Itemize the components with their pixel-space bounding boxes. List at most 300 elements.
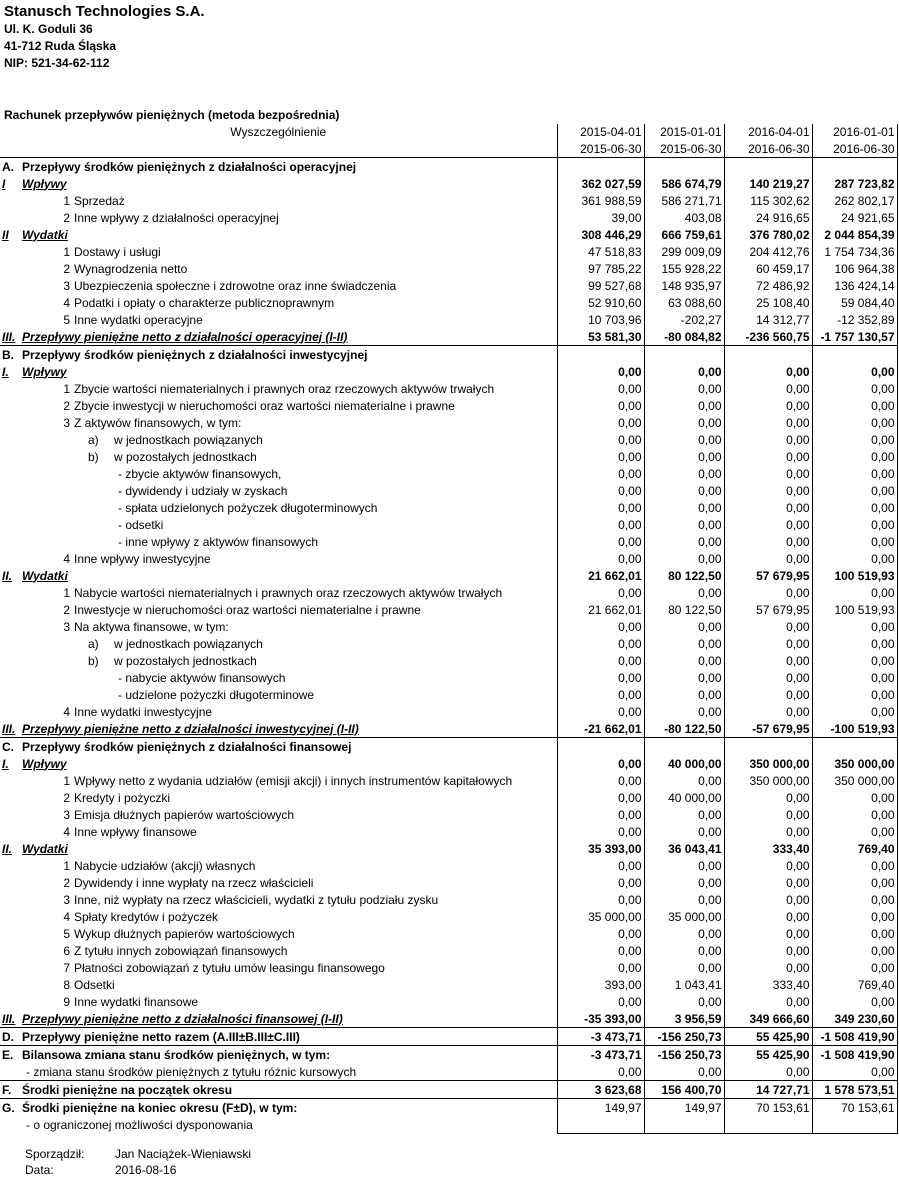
- value-cell: 0,00: [644, 584, 724, 601]
- row-label-cell: [0, 669, 557, 686]
- value-cell: 0,00: [557, 772, 644, 789]
- row-mark: III.: [2, 721, 16, 736]
- value-cell: 0,00: [557, 516, 644, 533]
- row-label-cell: [0, 857, 557, 874]
- value-cell: 0,00: [812, 908, 897, 925]
- value-cell: 0,00: [644, 857, 724, 874]
- table-row: [0, 772, 897, 789]
- value-cell: 1 578 573,51: [812, 1081, 897, 1099]
- value-cell: -1 508 419,90: [812, 1046, 897, 1064]
- row-label-cell: [0, 823, 557, 840]
- value-cell: 0,00: [812, 891, 897, 908]
- row-label: Przepływy pieniężne netto z działalności finansowej (I-II): [22, 1011, 343, 1026]
- row-label-cell: [0, 1063, 557, 1081]
- value-cell: 0,00: [724, 465, 812, 482]
- value-cell: 0,00: [644, 482, 724, 499]
- table-row: [0, 516, 897, 533]
- value-cell: 55 425,90: [724, 1046, 812, 1064]
- row-mark: I: [2, 176, 6, 191]
- value-cell: 0,00: [812, 380, 897, 397]
- row-mark: I.: [2, 756, 9, 771]
- value-cell: 0,00: [644, 516, 724, 533]
- value-cell: 0,00: [812, 1063, 897, 1081]
- value-cell: -3 473,71: [557, 1046, 644, 1064]
- row-mark: 2: [63, 790, 70, 805]
- table-row: [0, 346, 897, 364]
- value-cell: 0,00: [812, 414, 897, 431]
- value-cell: 149,97: [644, 1099, 724, 1117]
- row-label-cell: [0, 243, 557, 260]
- row-label-cell: [0, 840, 557, 857]
- row-label: Wynagrodzenia netto: [74, 261, 188, 276]
- value-cell: [812, 158, 897, 176]
- value-cell: 0,00: [557, 806, 644, 823]
- value-cell: 0,00: [644, 652, 724, 669]
- row-mark: F.: [2, 1082, 12, 1097]
- row-mark: E.: [2, 1047, 14, 1062]
- value-cell: 0,00: [724, 431, 812, 448]
- table-row: [0, 652, 897, 669]
- value-cell: 148 935,97: [644, 277, 724, 294]
- row-mark: 4: [63, 295, 70, 310]
- row-label-cell: [0, 976, 557, 993]
- value-cell: 40 000,00: [644, 755, 724, 772]
- value-cell: 0,00: [644, 363, 724, 380]
- row-mark: C.: [2, 739, 14, 754]
- value-cell: [557, 158, 644, 176]
- value-cell: 35 393,00: [557, 840, 644, 857]
- value-cell: 0,00: [812, 993, 897, 1010]
- date-label: Data:: [25, 1163, 54, 1177]
- value-cell: 0,00: [812, 823, 897, 840]
- value-cell: 666 759,61: [644, 226, 724, 243]
- value-cell: 0,00: [557, 635, 644, 652]
- row-label-cell: [0, 175, 557, 192]
- value-cell: 156 400,70: [644, 1081, 724, 1099]
- row-label-cell: [0, 380, 557, 397]
- period-from: 2016-01-01: [812, 124, 897, 140]
- row-label: Inwestycje w nieruchomości oraz wartości niematerialne i prawne: [74, 602, 421, 617]
- value-cell: 10 703,96: [557, 311, 644, 328]
- value-cell: 0,00: [724, 925, 812, 942]
- cash-flow-table: [0, 124, 898, 1134]
- row-label: Odsetki: [74, 977, 115, 992]
- row-label-cell: [0, 874, 557, 891]
- value-cell: 0,00: [812, 550, 897, 567]
- row-label-cell: [0, 397, 557, 414]
- value-cell: 0,00: [557, 1063, 644, 1081]
- row-mark: A.: [2, 159, 14, 174]
- value-cell: 0,00: [644, 925, 724, 942]
- row-label: Wpływy: [22, 756, 67, 771]
- table-row: [0, 840, 897, 857]
- value-cell: 149,97: [557, 1099, 644, 1117]
- table-header-row: [0, 124, 897, 140]
- table-row: [0, 1010, 897, 1028]
- value-cell: 21 662,01: [557, 567, 644, 584]
- value-cell: 0,00: [812, 363, 897, 380]
- value-cell: 0,00: [644, 635, 724, 652]
- row-label-cell: [0, 1099, 557, 1117]
- value-cell: 0,00: [644, 891, 724, 908]
- value-cell: -100 519,93: [812, 720, 897, 738]
- value-cell: 0,00: [644, 414, 724, 431]
- row-label: Bilansowa zmiana stanu środków pieniężnych, w tym:: [22, 1047, 331, 1062]
- value-cell: 0,00: [644, 431, 724, 448]
- value-cell: [557, 738, 644, 756]
- row-mark: 1: [63, 244, 70, 259]
- value-cell: 0,00: [557, 686, 644, 703]
- row-label-cell: [0, 959, 557, 976]
- row-label: - o ograniczonej możliwości dysponowania: [26, 1117, 253, 1132]
- value-cell: [724, 738, 812, 756]
- value-cell: 35 000,00: [557, 908, 644, 925]
- value-cell: 0,00: [724, 618, 812, 635]
- value-cell: [724, 1116, 812, 1134]
- value-cell: 349 666,60: [724, 1010, 812, 1028]
- value-cell: 0,00: [557, 857, 644, 874]
- period-from: 2015-01-01: [644, 124, 724, 140]
- value-cell: 0,00: [724, 823, 812, 840]
- value-cell: 0,00: [644, 806, 724, 823]
- row-mark: 3: [63, 619, 70, 634]
- value-cell: 0,00: [557, 584, 644, 601]
- company-nip: NIP: 521-34-62-112: [4, 56, 110, 70]
- row-mark: G.: [2, 1100, 15, 1115]
- row-mark: 9: [63, 994, 70, 1009]
- row-label: w pozostałych jednostkach: [114, 653, 257, 668]
- table-header-row: [0, 140, 897, 158]
- row-label-cell: [0, 925, 557, 942]
- value-cell: -202,27: [644, 311, 724, 328]
- value-cell: -35 393,00: [557, 1010, 644, 1028]
- row-label: w jednostkach powiązanych: [114, 432, 263, 447]
- row-label: - nabycie aktywów finansowych: [118, 670, 286, 685]
- value-cell: 0,00: [724, 499, 812, 516]
- table-row: [0, 925, 897, 942]
- value-cell: 0,00: [812, 789, 897, 806]
- table-row: [0, 533, 897, 550]
- row-mark: 2: [63, 398, 70, 413]
- value-cell: 24 916,65: [724, 209, 812, 226]
- row-label: Inne wydatki finansowe: [74, 994, 199, 1009]
- row-mark: a): [88, 636, 99, 651]
- value-cell: 0,00: [557, 618, 644, 635]
- table-row: [0, 209, 897, 226]
- row-label: Nabycie wartości niematerialnych i prawnych oraz rzeczowych aktywów trwałych: [74, 585, 503, 600]
- value-cell: -80 084,82: [644, 328, 724, 346]
- value-cell: 0,00: [557, 874, 644, 891]
- row-label-cell: [0, 772, 557, 789]
- row-mark: 5: [63, 312, 70, 327]
- table-row: [0, 823, 897, 840]
- table-row: [0, 738, 897, 756]
- value-cell: 0,00: [812, 618, 897, 635]
- table-row: [0, 720, 897, 738]
- value-cell: 287 723,82: [812, 175, 897, 192]
- row-label-cell: [0, 209, 557, 226]
- row-label: Zbycie wartości niematerialnych i prawnych oraz rzeczowych aktywów trwałych: [74, 381, 495, 396]
- row-label-cell: [0, 158, 557, 176]
- row-mark: III.: [2, 1011, 16, 1026]
- table-row: [0, 192, 897, 209]
- value-cell: 0,00: [557, 959, 644, 976]
- value-cell: [724, 158, 812, 176]
- value-cell: 136 424,14: [812, 277, 897, 294]
- row-label-cell: [0, 328, 557, 346]
- prepared-by-value: Jan Naciążek-Wieniawski: [115, 1147, 252, 1161]
- table-row: [0, 789, 897, 806]
- row-label-cell: [0, 277, 557, 294]
- value-cell: -1 508 419,90: [812, 1028, 897, 1046]
- row-label: Z aktywów finansowych, w tym:: [74, 415, 242, 430]
- row-label-cell: [0, 755, 557, 772]
- row-label: Środki pieniężne na początek okresu: [22, 1082, 233, 1097]
- value-cell: -3 473,71: [557, 1028, 644, 1046]
- value-cell: 0,00: [812, 942, 897, 959]
- row-label-cell: [0, 618, 557, 635]
- value-cell: 204 412,76: [724, 243, 812, 260]
- value-cell: 0,00: [644, 533, 724, 550]
- row-label: w jednostkach powiązanych: [114, 636, 263, 651]
- value-cell: 57 679,95: [724, 601, 812, 618]
- value-cell: 0,00: [644, 959, 724, 976]
- value-cell: 0,00: [557, 414, 644, 431]
- row-label: - udzielone pożyczki długoterminowe: [118, 687, 315, 702]
- value-cell: 106 964,38: [812, 260, 897, 277]
- company-name: Stanusch Technologies S.A.: [4, 3, 205, 20]
- value-cell: 393,00: [557, 976, 644, 993]
- value-cell: 362 027,59: [557, 175, 644, 192]
- row-mark: 2: [63, 261, 70, 276]
- value-cell: 350 000,00: [724, 772, 812, 789]
- row-mark: b): [88, 653, 99, 668]
- value-cell: 97 785,22: [557, 260, 644, 277]
- row-mark: 5: [63, 926, 70, 941]
- value-cell: 349 230,60: [812, 1010, 897, 1028]
- value-cell: 0,00: [724, 635, 812, 652]
- value-cell: 0,00: [557, 703, 644, 720]
- value-cell: 0,00: [812, 516, 897, 533]
- value-cell: 36 043,41: [644, 840, 724, 857]
- value-cell: 299 009,09: [644, 243, 724, 260]
- date-value: 2016-08-16: [115, 1163, 177, 1177]
- row-mark: 4: [63, 704, 70, 719]
- row-label-cell: [0, 652, 557, 669]
- company-address-street: Ul. K. Goduli 36: [4, 22, 93, 36]
- row-label-cell: [0, 431, 557, 448]
- value-cell: 57 679,95: [724, 567, 812, 584]
- row-mark: 1: [63, 773, 70, 788]
- value-cell: 0,00: [724, 516, 812, 533]
- value-cell: 0,00: [724, 669, 812, 686]
- value-cell: 0,00: [557, 363, 644, 380]
- value-cell: 0,00: [724, 806, 812, 823]
- value-cell: 0,00: [724, 533, 812, 550]
- value-cell: 0,00: [644, 499, 724, 516]
- value-cell: 47 518,83: [557, 243, 644, 260]
- row-label-cell: [0, 1116, 557, 1134]
- table-row: [0, 959, 897, 976]
- value-cell: 0,00: [557, 380, 644, 397]
- value-cell: 0,00: [724, 857, 812, 874]
- row-label: w pozostałych jednostkach: [114, 449, 257, 464]
- value-cell: 0,00: [812, 652, 897, 669]
- value-cell: 0,00: [724, 397, 812, 414]
- table-row: [0, 908, 897, 925]
- table-row: [0, 755, 897, 772]
- row-label-cell: [0, 448, 557, 465]
- table-row: [0, 277, 897, 294]
- value-cell: 0,00: [557, 925, 644, 942]
- value-cell: 0,00: [557, 482, 644, 499]
- table-row: [0, 414, 897, 431]
- value-cell: 350 000,00: [724, 755, 812, 772]
- value-cell: 3 623,68: [557, 1081, 644, 1099]
- table-row: [0, 380, 897, 397]
- value-cell: 308 446,29: [557, 226, 644, 243]
- row-label: - zmiana stanu środków pieniężnych z tytułu różnic kursowych: [26, 1064, 357, 1079]
- value-cell: 24 921,65: [812, 209, 897, 226]
- value-cell: 0,00: [644, 874, 724, 891]
- value-cell: 39,00: [557, 209, 644, 226]
- table-row: [0, 1099, 897, 1117]
- row-label-cell: [0, 482, 557, 499]
- row-label: Inne wpływy z działalności operacyjnej: [74, 210, 279, 225]
- value-cell: 0,00: [812, 397, 897, 414]
- row-label-cell: [0, 550, 557, 567]
- row-label: Przepływy pieniężne netto z działalności operacyjnej (I-II): [22, 329, 348, 344]
- row-mark: 3: [63, 807, 70, 822]
- row-label: Przepływy środków pieniężnych z działalności finansowej: [22, 739, 352, 754]
- value-cell: 0,00: [557, 942, 644, 959]
- value-cell: 0,00: [812, 482, 897, 499]
- table-row: [0, 448, 897, 465]
- row-label-cell: [0, 533, 557, 550]
- value-cell: 53 581,30: [557, 328, 644, 346]
- row-label: Kredyty i pożyczki: [74, 790, 171, 805]
- value-cell: -1 757 130,57: [812, 328, 897, 346]
- row-mark: 3: [63, 278, 70, 293]
- row-mark: 2: [63, 210, 70, 225]
- row-label-cell: [0, 1046, 557, 1064]
- row-label: Inne wpływy finansowe: [74, 824, 197, 839]
- row-mark: 4: [63, 909, 70, 924]
- value-cell: 3 956,59: [644, 1010, 724, 1028]
- table-row: [0, 1081, 897, 1099]
- value-cell: 0,00: [724, 789, 812, 806]
- row-label-cell: [0, 567, 557, 584]
- period-to: 2015-06-30: [644, 140, 724, 158]
- row-label-cell: [0, 465, 557, 482]
- row-mark: D.: [2, 1029, 14, 1044]
- value-cell: [644, 158, 724, 176]
- table-row: [0, 243, 897, 260]
- value-cell: 1 043,41: [644, 976, 724, 993]
- table-row: [0, 635, 897, 652]
- row-label: Wykup dłużnych papierów wartościowych: [74, 926, 295, 941]
- table-row: [0, 703, 897, 720]
- row-label: - spłata udzielonych pożyczek długoterminowych: [118, 500, 378, 515]
- table-row: [0, 465, 897, 482]
- value-cell: 0,00: [812, 533, 897, 550]
- row-label: Środki pieniężne na koniec okresu (F±D), w tym:: [22, 1100, 298, 1115]
- row-label-cell: [0, 686, 557, 703]
- period-to: 2016-06-30: [724, 140, 812, 158]
- row-mark: 1: [63, 381, 70, 396]
- table-row: [0, 311, 897, 328]
- value-cell: 0,00: [812, 448, 897, 465]
- value-cell: 0,00: [644, 772, 724, 789]
- value-cell: 0,00: [644, 465, 724, 482]
- value-cell: 63 088,60: [644, 294, 724, 311]
- value-cell: 0,00: [724, 584, 812, 601]
- row-label: Dostawy i usługi: [74, 244, 161, 259]
- value-cell: 586 674,79: [644, 175, 724, 192]
- row-mark: 1: [63, 858, 70, 873]
- value-cell: -80 122,50: [644, 720, 724, 738]
- row-label: Inne, niż wypłaty na rzecz właścicieli, wydatki z tytułu podziału zysku: [74, 892, 439, 907]
- value-cell: 0,00: [812, 959, 897, 976]
- row-label-cell: [0, 346, 557, 364]
- row-mark: 4: [63, 551, 70, 566]
- value-cell: 350 000,00: [812, 755, 897, 772]
- row-label: Wydatki: [22, 568, 68, 583]
- value-cell: 0,00: [812, 857, 897, 874]
- value-cell: 0,00: [724, 448, 812, 465]
- row-label: Wpływy: [22, 176, 67, 191]
- table-row: [0, 499, 897, 516]
- value-cell: 52 910,60: [557, 294, 644, 311]
- value-cell: [644, 346, 724, 364]
- value-cell: 0,00: [812, 925, 897, 942]
- row-label: Ubezpieczenia społeczne i zdrowotne oraz inne świadczenia: [74, 278, 397, 293]
- value-cell: 586 271,71: [644, 192, 724, 209]
- prepared-by-label: Sporządził:: [25, 1147, 85, 1161]
- value-cell: 769,40: [812, 976, 897, 993]
- value-cell: 0,00: [557, 669, 644, 686]
- value-cell: 140 219,27: [724, 175, 812, 192]
- value-cell: 0,00: [644, 823, 724, 840]
- value-cell: 0,00: [812, 635, 897, 652]
- row-label-cell: [0, 720, 557, 738]
- table-row: [0, 567, 897, 584]
- table-row: [0, 891, 897, 908]
- value-cell: 333,40: [724, 840, 812, 857]
- value-cell: 0,00: [724, 993, 812, 1010]
- value-cell: -21 662,01: [557, 720, 644, 738]
- value-cell: 0,00: [724, 363, 812, 380]
- value-cell: 0,00: [557, 993, 644, 1010]
- row-label-cell: [0, 311, 557, 328]
- row-label: Inne wydatki inwestycyjne: [74, 704, 213, 719]
- row-label-cell: [0, 738, 557, 756]
- row-label: Przepływy środków pieniężnych z działalności inwestycyjnej: [22, 347, 368, 362]
- row-label: Nabycie udziałów (akcji) własnych: [74, 858, 256, 873]
- value-cell: 100 519,93: [812, 601, 897, 618]
- table-row: [0, 1063, 897, 1081]
- value-cell: -156 250,73: [644, 1046, 724, 1064]
- row-label: Wydatki: [22, 227, 68, 242]
- value-cell: 0,00: [644, 618, 724, 635]
- row-label: Inne wpływy inwestycyjne: [74, 551, 211, 566]
- row-label: Wydatki: [22, 841, 68, 856]
- row-label-cell: [0, 703, 557, 720]
- value-cell: 80 122,50: [644, 601, 724, 618]
- row-label: - dywidendy i udziały w zyskach: [118, 483, 288, 498]
- row-label: Spłaty kredytów i pożyczek: [74, 909, 219, 924]
- value-cell: 0,00: [724, 380, 812, 397]
